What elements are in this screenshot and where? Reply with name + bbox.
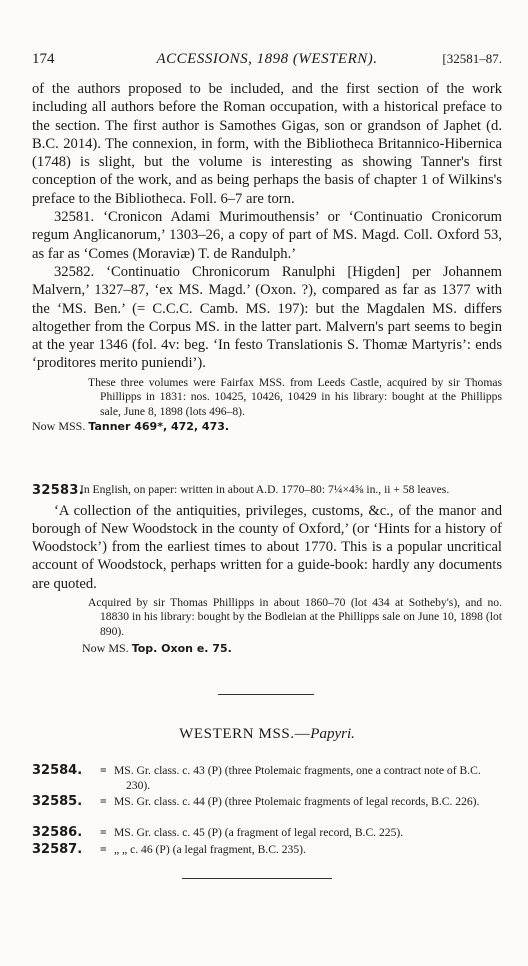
entry-number: 32587. (32, 842, 83, 857)
equals-sign: = (100, 826, 107, 839)
entry-number: 32585. (32, 794, 83, 809)
entry-32583 (32, 483, 502, 668)
papyrus-entry (32, 843, 502, 858)
entry-number: 32583. (32, 483, 84, 498)
entry-description: MS. Gr. class. c. 44 (P) (three Ptolemaic fragments of legal records, B.C. 226). (114, 795, 480, 808)
divider-rule (182, 878, 332, 879)
running-header (32, 48, 502, 70)
paragraph-continuation: of the authors proposed to be included, and the first section of the work including all authors before the Roman occupation, with a historical preface to the section. The first author is Samothes Gigas, son or grandson of Japhet (d. B.C. 2014). The connexion, in form, with the Bibliotheca Britannico-Hibernica (1748) is slight, but the volume is interesting as showing Tanner's first conception of the work, and as being perhaps the basis of chapter 1 of Wilkins's preface to the Bibliotheca. Foll. 6–7 are torn. (32, 81, 502, 207)
entry-description: MS. Gr. class. c. 43 (P) (three Ptolemaic fragments, one a contract note of B.C. 230). (114, 764, 481, 792)
running-title: ACCESSIONS, 1898 (WESTERN). (156, 51, 378, 67)
entry-description: MS. Gr. class. c. 45 (P) (a fragment of legal record, B.C. 225). (114, 826, 404, 839)
papyrus-entry (32, 795, 502, 810)
equals-sign: = (100, 843, 107, 856)
shelfmark-line: Now MS. Top. Oxon e. 75. (82, 641, 232, 656)
entry-32581: 32581. ‘Cronicon Adami Murimouthensis’ or ‘Continuatio Cronicorum regum Anglicanorum,’ 1303–26, a copy of part of MS. Magd. Coll. Oxford 53, as far as ‘Comes (Moraviæ) T. de Randulph.’ (32, 209, 502, 262)
shelfmark-line: Now MSS. Tanner 469*, 472, 473. (32, 419, 230, 434)
papyrus-entry (32, 826, 502, 841)
papyrus-entry (32, 764, 502, 793)
equals-sign: = (100, 764, 107, 777)
section-title: WESTERN MSS.—Papyri. (179, 726, 355, 742)
provenance-note: Acquired by sir Thomas Phillipps in about 1860–70 (lot 434 at Sotheby's), and no. 18830 in his library: bought by the Bodleian at the Phillipps sale on June 10, 1898 (lot 890). (88, 595, 502, 638)
divider-rule (218, 694, 314, 695)
page-number: 174 (32, 51, 55, 67)
entry-text: ‘A collection of the antiquities, privileges, customs, &c., of the manor and borough of New Woodstock in the county of Oxford,’ (or ‘Hints for a history of Woodstock’) from the earliest times to about 1770. This is a popular uncritical account of Woodstock, perhaps written for a guide-book: hardly any documents are quoted. (32, 502, 502, 592)
entry-description: In English, on paper: written in about A.D. 1770–80: 7¼×4⅝ in., ii + 58 leaves. (80, 483, 450, 496)
equals-sign: = (100, 795, 107, 808)
entry-32582: 32582. ‘Continuatio Chronicorum Ranulphi [Higden] per Johannem Malvern,’ 1327–87, ‘ex MS. Magd.’ (Oxon. ?), compared as far as 1377 with the ‘MS. Ben.’ (= C.C.C. Camb. MS. 197): but the Magdalen MS. differs altogether from the Corpus MS. in the latter part. Malvern's part seems to begin at the year 1346 (fol. 4v: beg. ‘In festo Translationis S. Thomæ Martyris’: ends ‘proditores merito puniendi’). (32, 263, 502, 372)
entry-description: „ „ c. 46 (P) (a legal fragment, B.C. 235). (114, 843, 306, 856)
main-text (32, 80, 502, 434)
header-range: [32581–87. (442, 51, 502, 66)
provenance-note: These three volumes were Fairfax MSS. from Leeds Castle, acquired by sir Thomas Phillipps in 1831: nos. 10425, 10426, 10429 in his library: bought at the Phillipps sale, June 8, 1898 (lots 496–8). (88, 375, 502, 418)
entry-number: 32586. (32, 825, 83, 840)
entry-number: 32584. (32, 763, 83, 778)
